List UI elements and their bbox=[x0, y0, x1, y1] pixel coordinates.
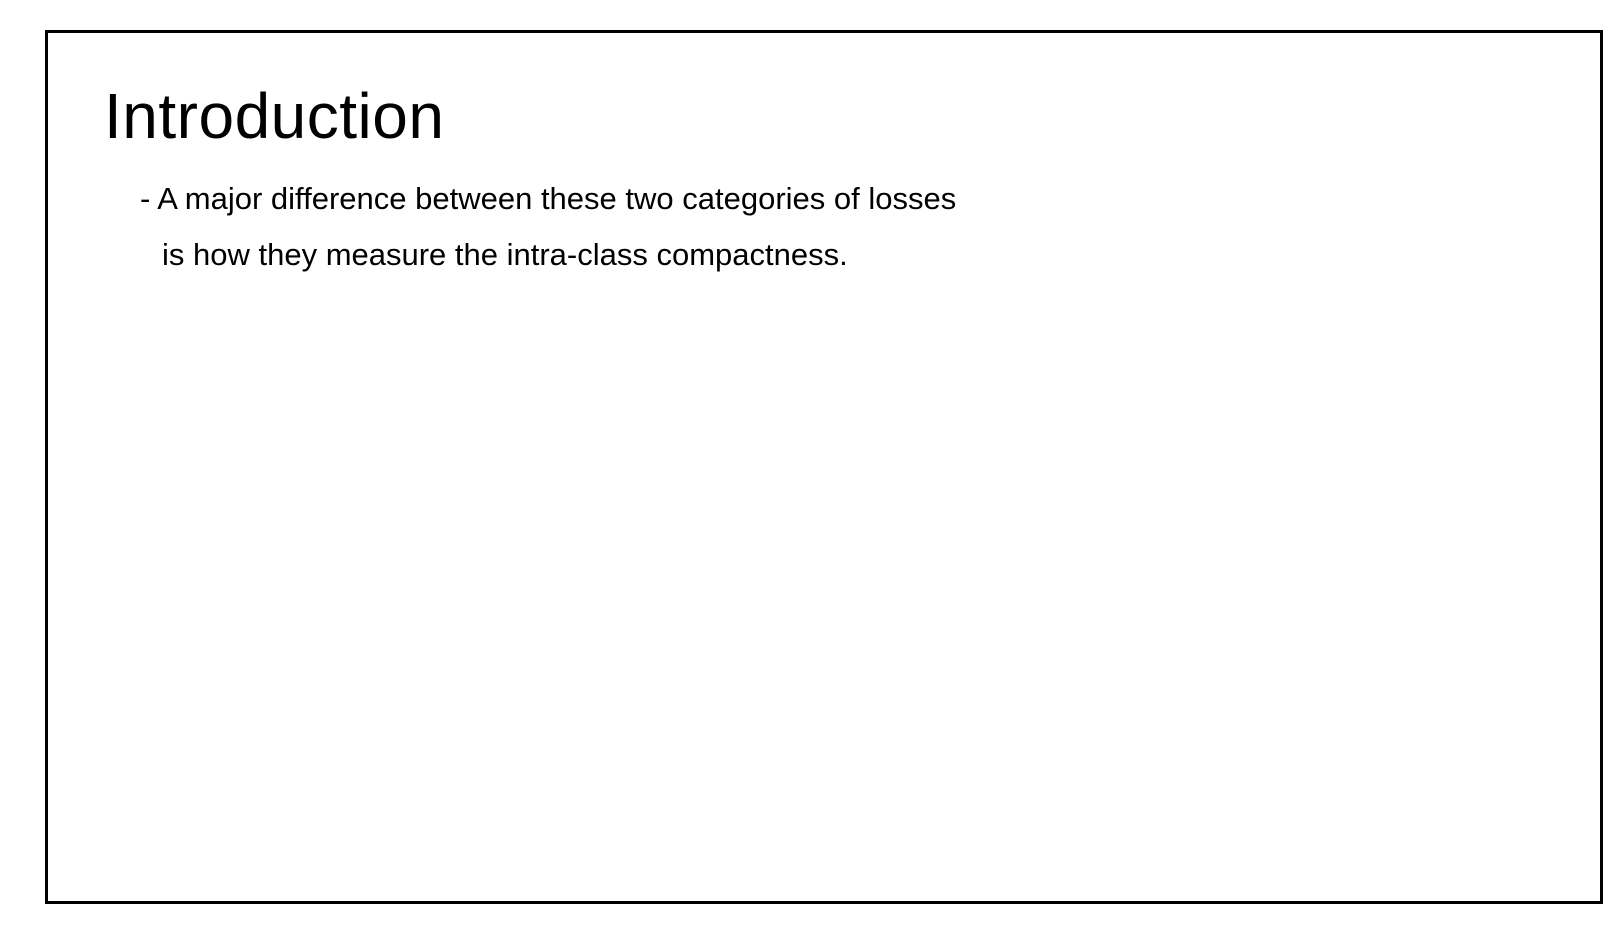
body-line-2: is how they measure the intra-class compactness. bbox=[162, 237, 848, 272]
slide-body-text bbox=[140, 171, 956, 283]
slide-frame bbox=[45, 30, 1603, 904]
slide-title: Introduction bbox=[104, 80, 445, 152]
body-line-1: - A major difference between these two categories of losses bbox=[140, 181, 957, 216]
